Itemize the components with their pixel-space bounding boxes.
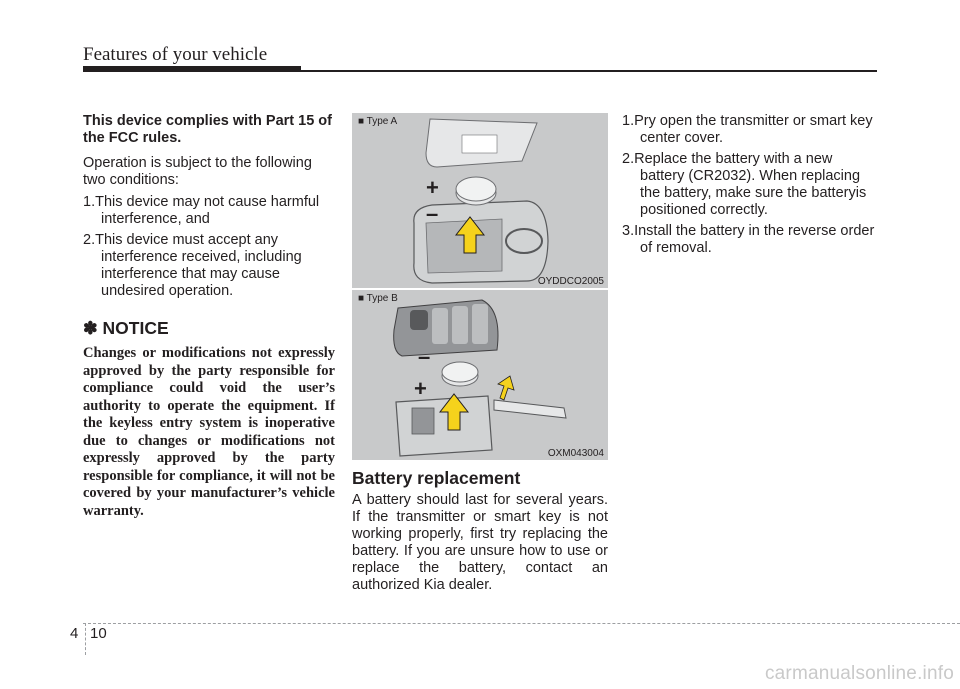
section-heading: Battery replacement [352,468,521,488]
left-column [83,113,335,520]
right-column [622,113,878,261]
smart-key-type-b-illustration [352,290,608,460]
plus-sign: + [426,175,439,200]
header-bar [83,66,301,72]
fcc-conditions [83,194,335,300]
figure-type-b [352,290,608,460]
battery-body: A battery should last for several years. If the transmitter or smart key is not working properly, first try replacing the battery. If you are unsure how to use or replace the battery, contact an authorized Kia dealer. [352,492,608,593]
step-item: 1.Pry open the transmitter or smart key center cover. [622,113,873,146]
header-rule [301,70,877,72]
notice-body: Changes or modifications not expressly approved by the party responsible for compliance could void the user’s authority to operate the equipment. If the keyless entry system is inoperative due to changes or modifications not expressly approved by the party responsible for compliance, it will not be covered by your manufacturer’s vehicle warranty. [83,345,335,519]
page-header-title: Features of your vehicle [83,44,268,65]
page-number: 10 [90,625,107,642]
replacement-steps [622,113,878,257]
figure-code: OXM043004 [547,448,604,459]
condition-item: 2.This device must accept any interference received, including interference that may cause undesired operation. [83,232,302,299]
figure-type-label: ■ Type B [358,293,398,304]
condition-item: 1.This device may not cause harmful interference, and [83,194,320,227]
minus-sign: – [426,201,439,226]
chapter-number: 4 [70,625,79,642]
figure-type-a [352,113,608,288]
watermark: carmanualsonline.info [764,663,954,684]
notice-heading [83,318,335,339]
footer-divider [85,623,86,655]
plus-sign: + [414,376,427,401]
minus-sign: – [418,344,431,369]
fcc-intro: Operation is subject to the following two conditions: [83,155,312,188]
notice-symbol-icon: ✽ [83,318,98,338]
figure-code: OYDDCO2005 [537,276,604,287]
smart-key-type-a-illustration [352,113,608,288]
step-item: 2.Replace the battery with a new battery (CR2032). When replacing the battery, make sure the batteryis positioned correctly. [622,151,867,218]
notice-title: NOTICE [102,318,169,338]
fcc-heading: This device complies with Part 15 of the FCC rules. [83,113,332,146]
footer-rule [83,623,960,624]
step-item: 3.Install the battery in the reverse order of removal. [622,223,875,256]
figure-type-label: ■ Type A [358,116,398,127]
